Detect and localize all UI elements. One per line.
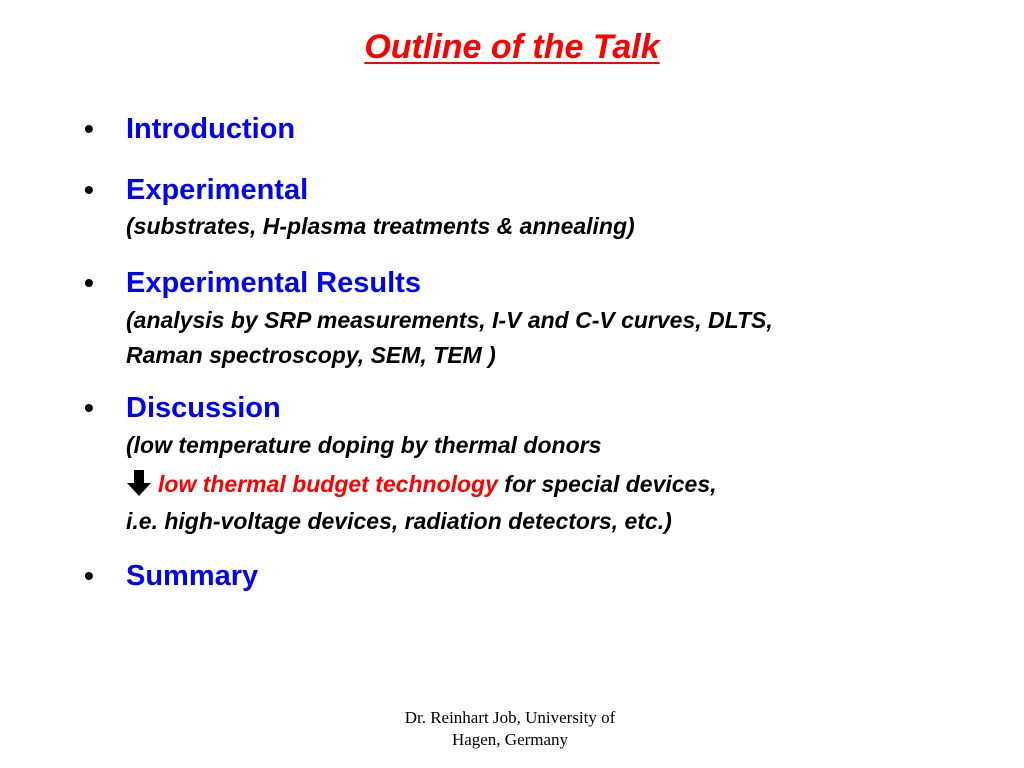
footer-credit — [370, 707, 650, 751]
item-subtext-arrow-line — [126, 468, 717, 500]
bullet-icon: • — [84, 392, 94, 423]
item-subtext: (low temperature doping by thermal donors — [126, 432, 602, 458]
item-subtext: Raman spectroscopy, SEM, TEM ) — [126, 342, 496, 368]
item-heading: Summary — [126, 560, 259, 592]
item-heading: Discussion — [126, 392, 281, 424]
bullet-icon: • — [84, 113, 94, 144]
footer-line: Hagen, Germany — [451, 730, 569, 749]
item-heading: Introduction — [126, 113, 296, 145]
bullet-icon: • — [84, 174, 94, 205]
item-subtext: i.e. high-voltage devices, radiation detectors, etc.) — [126, 508, 672, 534]
item-heading: Experimental — [126, 174, 309, 206]
arrow-down-icon — [126, 469, 152, 497]
bullet-icon: • — [84, 560, 94, 591]
item-heading: Experimental Results — [126, 267, 421, 299]
highlight-text: low thermal budget technology — [158, 471, 498, 497]
bullet-icon: • — [84, 267, 94, 298]
slide-title: Outline of the Talk — [364, 28, 660, 66]
item-subtext-tail: for special devices, — [497, 471, 717, 497]
item-subtext: (substrates, H-plasma treatments & annealing) — [126, 213, 635, 239]
footer-line: Dr. Reinhart Job, University of — [404, 708, 616, 727]
item-subtext: (analysis by SRP measurements, I-V and C-V curves, DLTS, — [126, 307, 773, 333]
